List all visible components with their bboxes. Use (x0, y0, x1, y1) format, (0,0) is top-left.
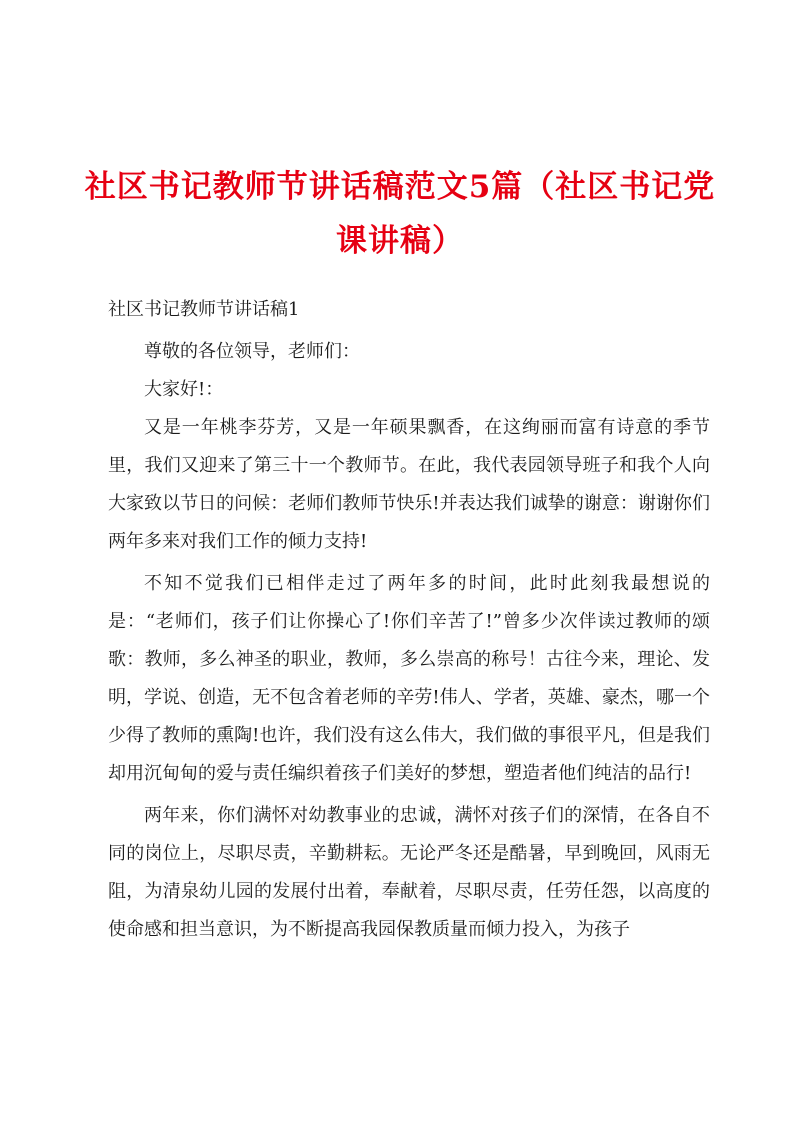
document-body (108, 333, 710, 953)
body-paragraph-1: 又是一年桃李芬芳，又是一年硕果飘香，在这绚丽而富有诗意的季节里，我们又迎来了第三十一个教师节。在此，我代表园领导班子和我个人向大家致以节日的问候：老师们教师节快乐!并表达我们诚挚的谢意：谢谢你们两年多来对我们工作的倾力支持! (108, 417, 710, 552)
greeting-paragraph: 大家好!： (144, 379, 224, 400)
body-paragraph-2: 不知不觉我们已相伴走过了两年多的时间，此时此刻我最想说的是：“老师们，孩子们让你操心了!你们辛苦了!”曾多少次伴读过教师的颂歌：教师，多么神圣的职业，教师，多么崇高的称号！古往今来，理论、发明，学说、创造，无不包含着老师的辛劳!伟人、学者，英雄、豪杰，哪一个少得了教师的熏陶!也许，我们没有这么伟大，我们做的事很平凡，但是我们却用沉甸甸的爱与责任编织着孩子们美好的梦想，塑造者他们纯洁的品行! (108, 573, 710, 784)
salutation-paragraph: 尊敬的各位领导，老师们： (144, 341, 360, 362)
document-title: 社区书记教师节讲话稿范文5篇（社区书记党课讲稿） (84, 169, 716, 259)
section-heading: 社区书记教师节讲话稿1 (108, 299, 300, 320)
body-paragraph-3: 两年来，你们满怀对幼教事业的忠诚，满怀对孩子们的深情，在各自不同的岗位上，尽职尽责，辛勤耕耘。无论严冬还是酷暑，早到晚回，风雨无阻，为清泉幼儿园的发展付出着，奉献着，尽职尽责，任劳任怨，以高度的使命感和担当意识，为不断提高我园保教质量而倾力投入，为孩子 (108, 805, 710, 940)
